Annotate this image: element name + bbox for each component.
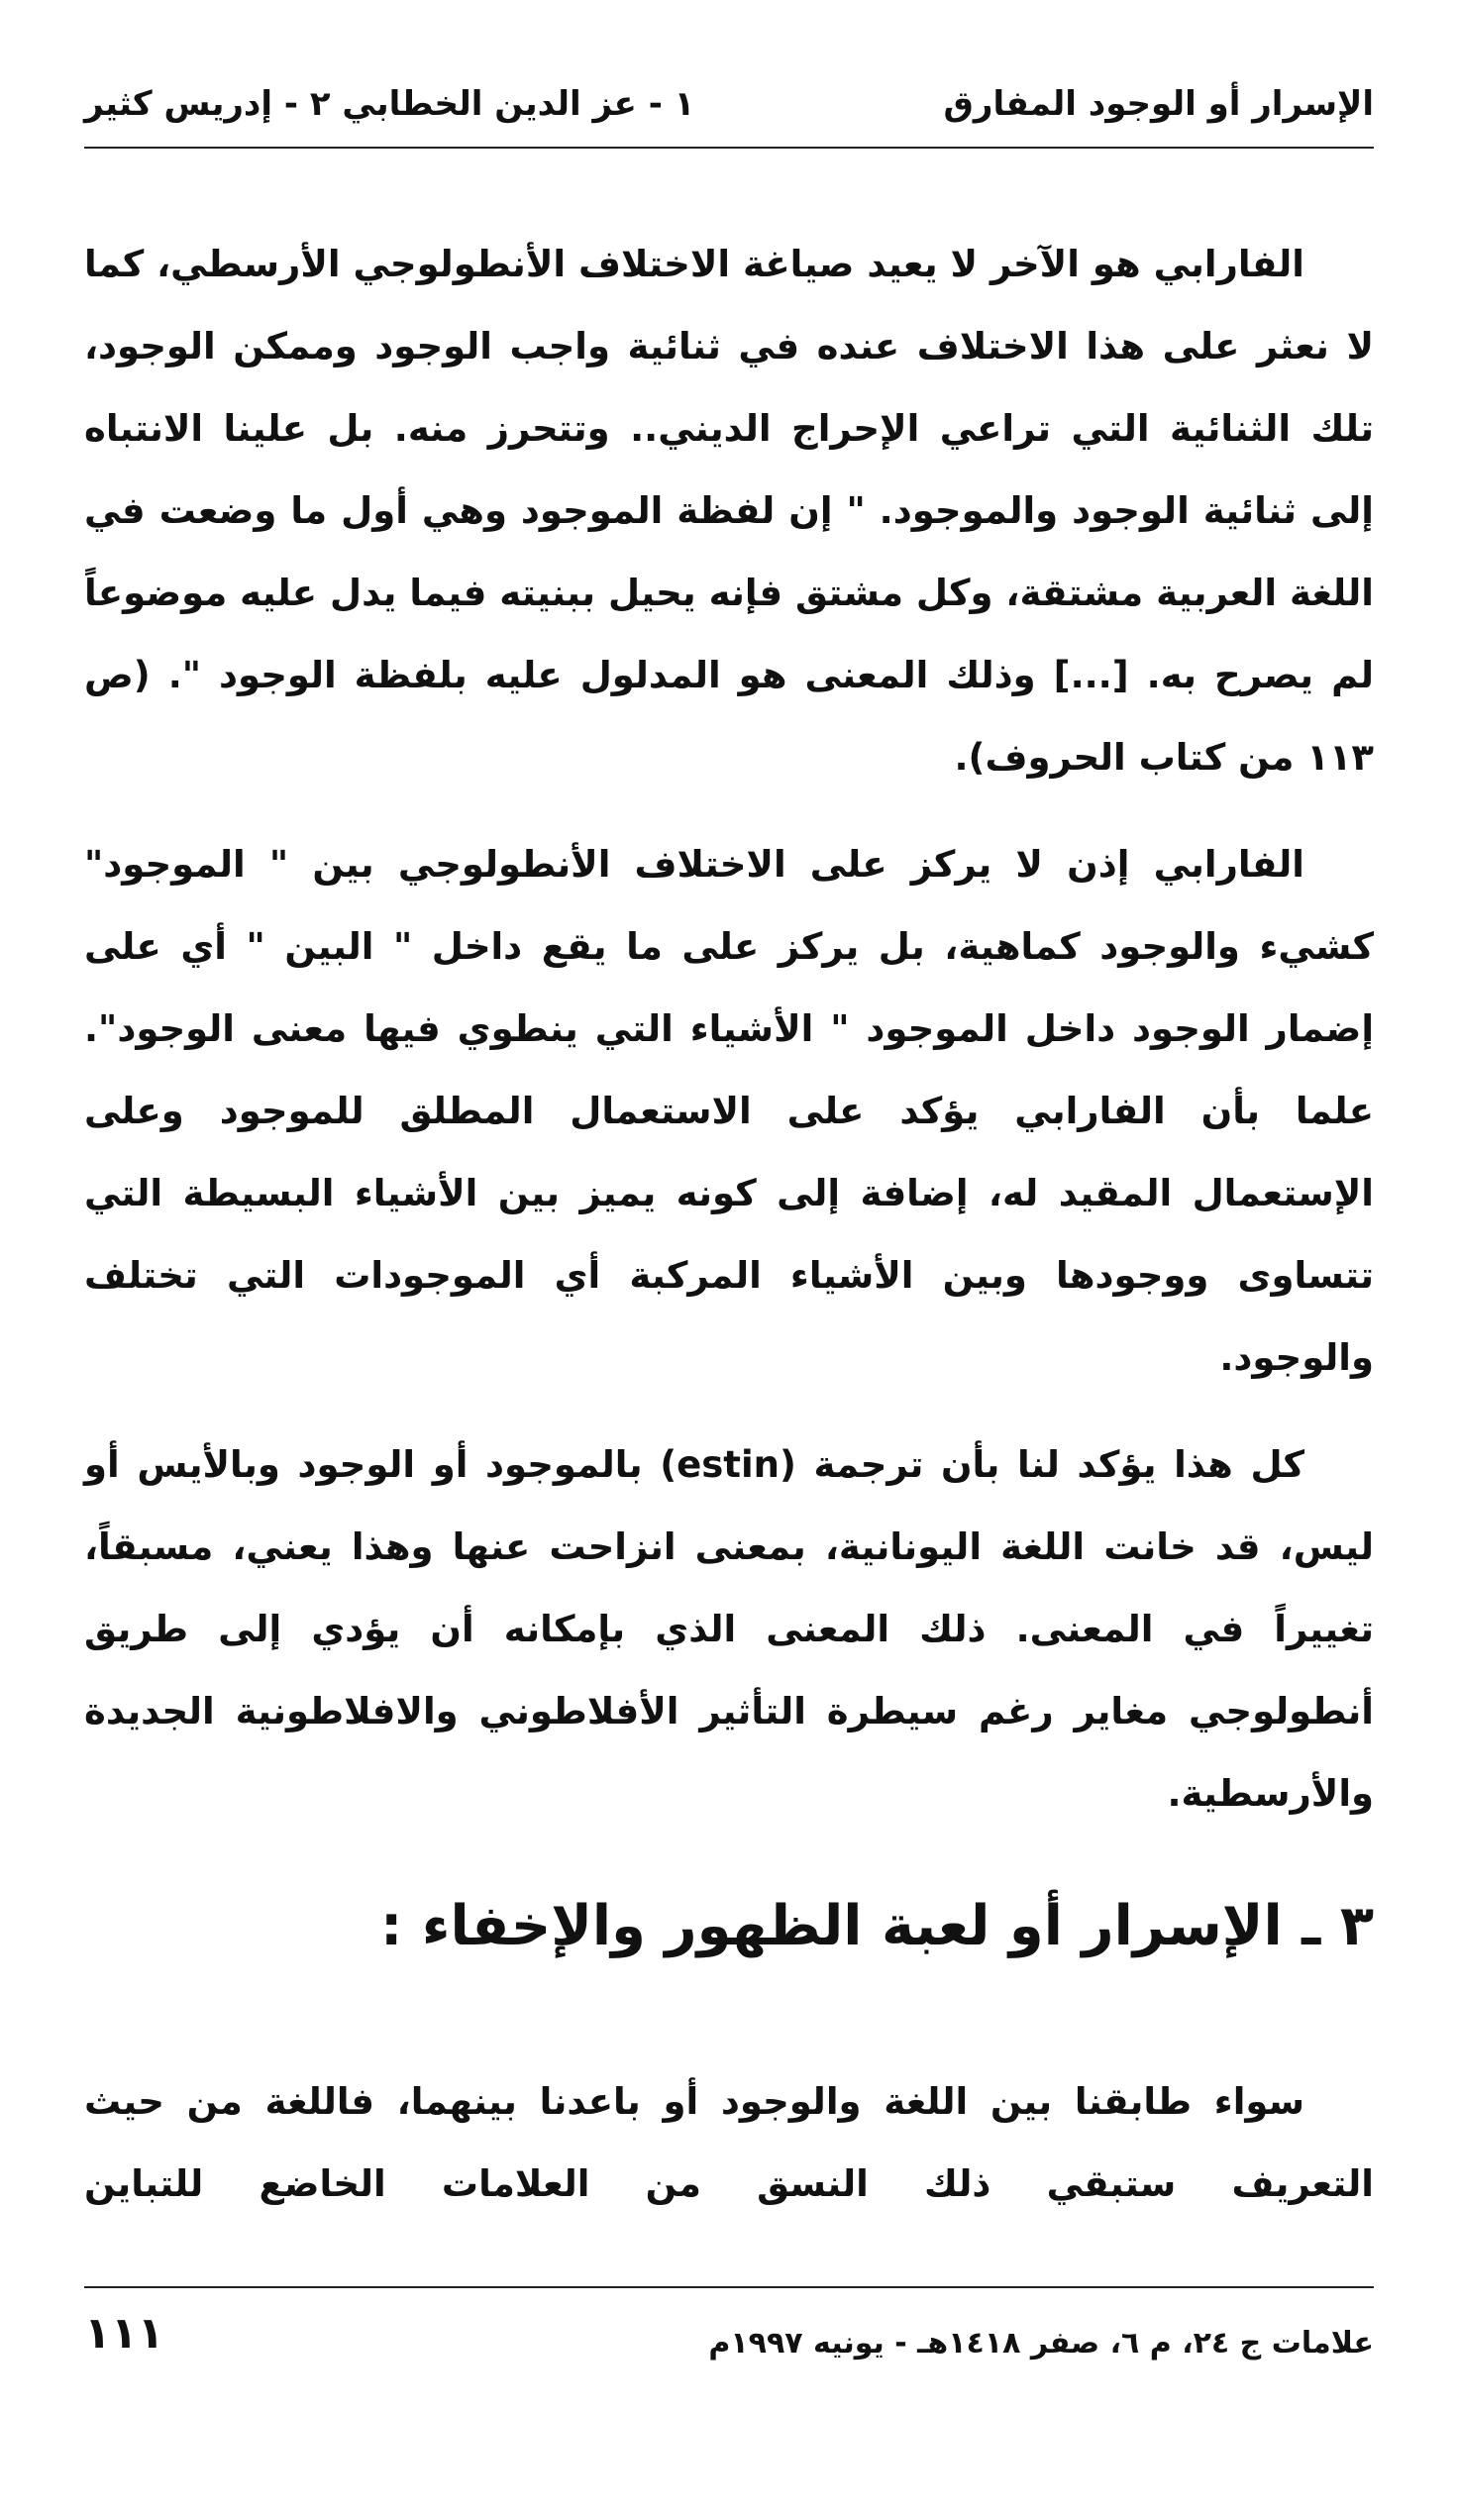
paragraph-2: الفارابي إذن لا يركز على الاختلاف الأنطولوجي بين " الموجود" كشيء والوجود كماهية، بل يركز على ما يقع داخل " البين " أي على إضمار الوجود داخل الموجود " الأشياء التي ينطوي فيها معنى الوجود". علما بأن الفارابي يؤكد على الاستعمال المطلق للموجود وعلى الإستعمال المقيد له، إضافة إلى كونه يميز بين الأشياء البسيطة التي تتساوى ووجودها وبين الأشياء المركبة أي الموجودات التي تختلف والوجود. xyxy=(84,843,1374,1379)
body-text xyxy=(84,223,1374,1835)
header-authors: ١ - عز الدين الخطابي ٢ - إدريس كثير xyxy=(84,84,695,124)
running-header xyxy=(84,69,1374,139)
page-number: ١١١ xyxy=(84,2308,164,2359)
header-rule xyxy=(84,147,1374,149)
paragraph-3: كل هذا يؤكد لنا بأن ترجمة (estin) بالموجود أو الوجود وبالأيس أو ليس، قد خانت اللغة اليونانية، بمعنى انزاحت عنها وهذا يعني، مسبقاً، تغييراً في المعنى. ذلك المعنى الذي بإمكانه أن يؤدي إلى طريق أنطولوجي مغاير رغم سيطرة التأثير الأفلاطوني والافلاطونية الجديدة والأرسطية. xyxy=(84,1443,1374,1815)
header-book-title: الإسرار أو الوجود المفارق xyxy=(943,84,1374,124)
footer-rule xyxy=(84,2286,1374,2288)
page-footer xyxy=(84,2308,1374,2397)
footer-citation: علامات ج ٢٤، م ٦، صفر ١٤١٨هـ - يونيه ١٩٩٧م xyxy=(708,2326,1374,2361)
section-body xyxy=(84,2060,1374,2225)
section-paragraph: سواء طابقنا بين اللغة والوجود أو باعدنا بينهما، فاللغة من حيث التعريف ستبقي ذلك النسق من العلامات الخاضع للتباين xyxy=(84,2080,1374,2205)
paragraph-1: الفارابي هو الآخر لا يعيد صياغة الاختلاف الأنطولوجي الأرسطي، كما لا نعثر على هذا الاختلاف عنده في ثنائية واجب الوجود وممكن الوجود، تلك الثنائية التي تراعي الإحراج الديني.. وتتحرز منه. بل علينا الانتباه إلى ثنائية الوجود والموجود. " إن لفظة الموجود وهي أول ما وضعت في اللغة العربية مشتقة، وكل مشتق فإنه يحيل ببنيته فيما يدل عليه موضوعاً لم يصرح به. [...] وذلك المعنى هو المدلول عليه بلفظة الوجود ". (ص ١١٣ من كتاب الحروف). xyxy=(84,243,1374,779)
section-heading: ٣ ـ الإسرار أو لعبة الظهور والإخفاء : xyxy=(379,1894,1374,1958)
